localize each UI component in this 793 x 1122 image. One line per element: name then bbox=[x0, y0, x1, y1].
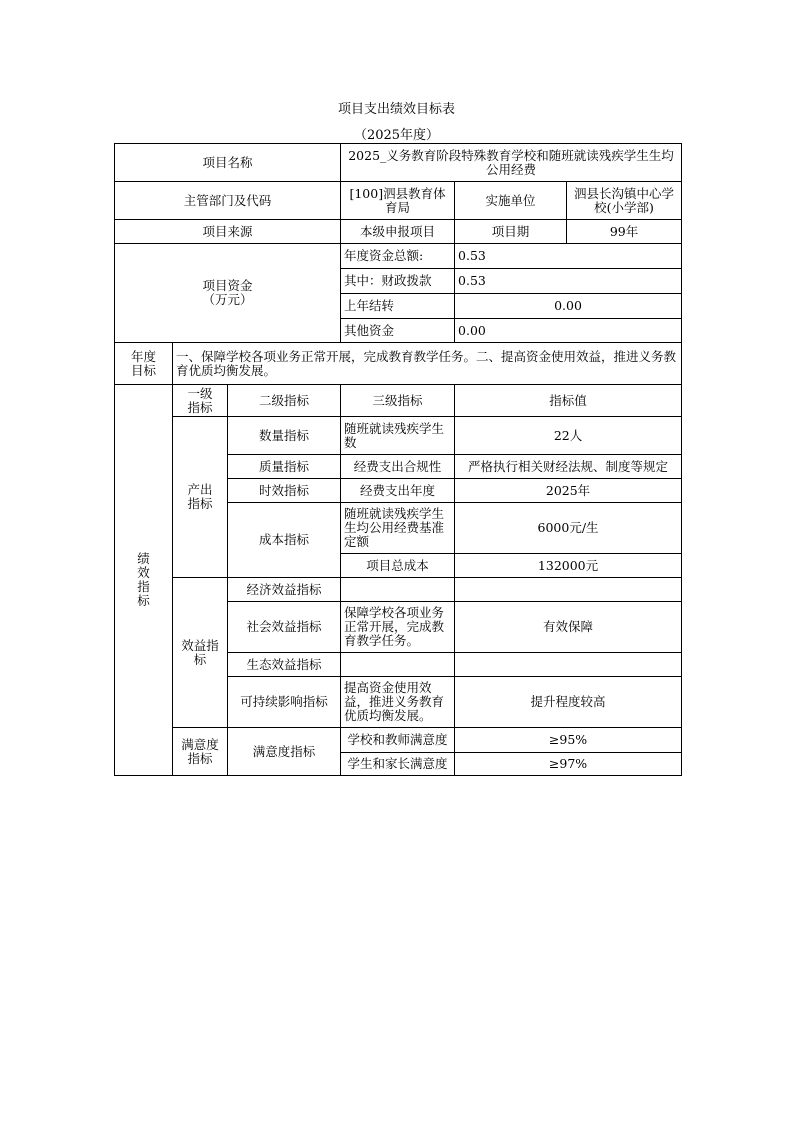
eco-value bbox=[455, 653, 682, 677]
satisfaction-value-1: ≥95% bbox=[455, 728, 682, 753]
benefit-label bbox=[173, 578, 228, 728]
quality-value: 严格执行相关财经法规、制度等规定 bbox=[455, 455, 682, 479]
fund-total-value: 0.53 bbox=[455, 244, 682, 269]
source-value: 本级申报项目 bbox=[341, 220, 455, 244]
goal-label-text: 年度 目标 bbox=[130, 348, 156, 378]
time-l3: 经费支出年度 bbox=[341, 479, 455, 503]
quality-l2: 质量指标 bbox=[228, 455, 341, 479]
quantity-l3: 随班就读残疾学生数 bbox=[341, 417, 455, 455]
sustain-value: 提升程度较高 bbox=[455, 677, 682, 728]
impl-label: 实施单位 bbox=[455, 182, 567, 220]
cost-l3-1: 随班就读残疾学生生均公用经费基准定额 bbox=[341, 503, 455, 554]
row-project-name bbox=[115, 144, 682, 182]
project-name-value: 2025_义务教育阶段特殊教育学校和随班就读残疾学生生均公用经费 bbox=[341, 144, 682, 182]
cost-value-2: 132000元 bbox=[455, 554, 682, 578]
row-fund-total bbox=[115, 244, 682, 269]
quality-l3: 经费支出合规性 bbox=[341, 455, 455, 479]
dept-value: [100]泗县教育体育局 bbox=[341, 182, 455, 220]
row-source bbox=[115, 220, 682, 244]
time-l2: 时效指标 bbox=[228, 479, 341, 503]
perf-label bbox=[115, 385, 173, 776]
performance-table bbox=[114, 143, 682, 776]
row-economic bbox=[115, 578, 682, 602]
row-satisfaction-1 bbox=[115, 728, 682, 753]
header-level1 bbox=[173, 385, 228, 417]
row-annual-goal bbox=[115, 343, 682, 385]
row-quantity bbox=[115, 417, 682, 455]
output-label-text: 产出 指标 bbox=[187, 482, 213, 511]
satisfaction-label-text: 满意度 指标 bbox=[181, 736, 219, 766]
social-l3: 保障学校各项业务正常开展，完成教育教学任务。 bbox=[341, 602, 455, 653]
satisfaction-value-2: ≥97% bbox=[455, 753, 682, 776]
eco-l2: 生态效益指标 bbox=[228, 653, 341, 677]
dept-label: 主管部门及代码 bbox=[115, 182, 341, 220]
goal-label bbox=[115, 343, 173, 385]
funds-label-text: 项目资金 （万元） bbox=[202, 278, 253, 307]
economic-l3 bbox=[341, 578, 455, 602]
output-label bbox=[173, 417, 228, 578]
cost-l2: 成本指标 bbox=[228, 503, 341, 578]
eco-l3 bbox=[341, 653, 455, 677]
social-value: 有效保障 bbox=[455, 602, 682, 653]
header-level2: 二级指标 bbox=[228, 385, 341, 417]
row-indicator-headers bbox=[115, 385, 682, 417]
satisfaction-l2: 满意度指标 bbox=[228, 728, 341, 776]
time-value: 2025年 bbox=[455, 479, 682, 503]
benefit-label-text: 效益指 标 bbox=[181, 637, 219, 667]
fund-carry-label: 上年结转 bbox=[341, 294, 455, 319]
header-level3: 三级指标 bbox=[341, 385, 455, 417]
source-label: 项目来源 bbox=[115, 220, 341, 244]
satisfaction-l3-1: 学校和教师满意度 bbox=[341, 728, 455, 753]
economic-value bbox=[455, 578, 682, 602]
project-name-label: 项目名称 bbox=[115, 144, 341, 182]
quantity-value: 22人 bbox=[455, 417, 682, 455]
header-level1-text: 一级 指标 bbox=[187, 385, 213, 415]
fund-other-label: 其他资金 bbox=[341, 319, 455, 343]
impl-value: 泗县长沟镇中心学校(小学部) bbox=[567, 182, 682, 220]
fund-carry-value: 0.00 bbox=[455, 294, 682, 319]
row-department bbox=[115, 182, 682, 220]
fund-fiscal-value: 0.53 bbox=[455, 269, 682, 294]
satisfaction-label bbox=[173, 728, 228, 776]
period-value: 99年 bbox=[567, 220, 682, 244]
sustain-l3: 提高资金使用效益，推进义务教育优质均衡发展。 bbox=[341, 677, 455, 728]
period-label: 项目期 bbox=[455, 220, 567, 244]
header-value: 指标值 bbox=[455, 385, 682, 417]
page-title: 项目支出绩效目标表 bbox=[337, 102, 455, 117]
fund-other-value: 0.00 bbox=[455, 319, 682, 343]
economic-l2: 经济效益指标 bbox=[228, 578, 341, 602]
funds-label bbox=[115, 244, 341, 343]
fund-total-label: 年度资金总额: bbox=[341, 244, 455, 269]
goal-value: 一、保障学校各项业务正常开展，完成教育教学任务。二、提高资金使用效益，推进义务教育优质均衡发展。 bbox=[173, 343, 682, 385]
quantity-l2: 数量指标 bbox=[228, 417, 341, 455]
social-l2: 社会效益指标 bbox=[228, 602, 341, 653]
cost-l3-2: 项目总成本 bbox=[341, 554, 455, 578]
sustain-l2: 可持续影响指标 bbox=[228, 677, 341, 728]
satisfaction-l3-2: 学生和家长满意度 bbox=[341, 753, 455, 776]
page-subtitle: （2025年度） bbox=[353, 128, 440, 143]
perf-label-text: 绩 效 指 标 bbox=[137, 551, 150, 608]
cost-value-1: 6000元/生 bbox=[455, 503, 682, 554]
fund-fiscal-label: 其中：财政拨款 bbox=[341, 269, 455, 294]
